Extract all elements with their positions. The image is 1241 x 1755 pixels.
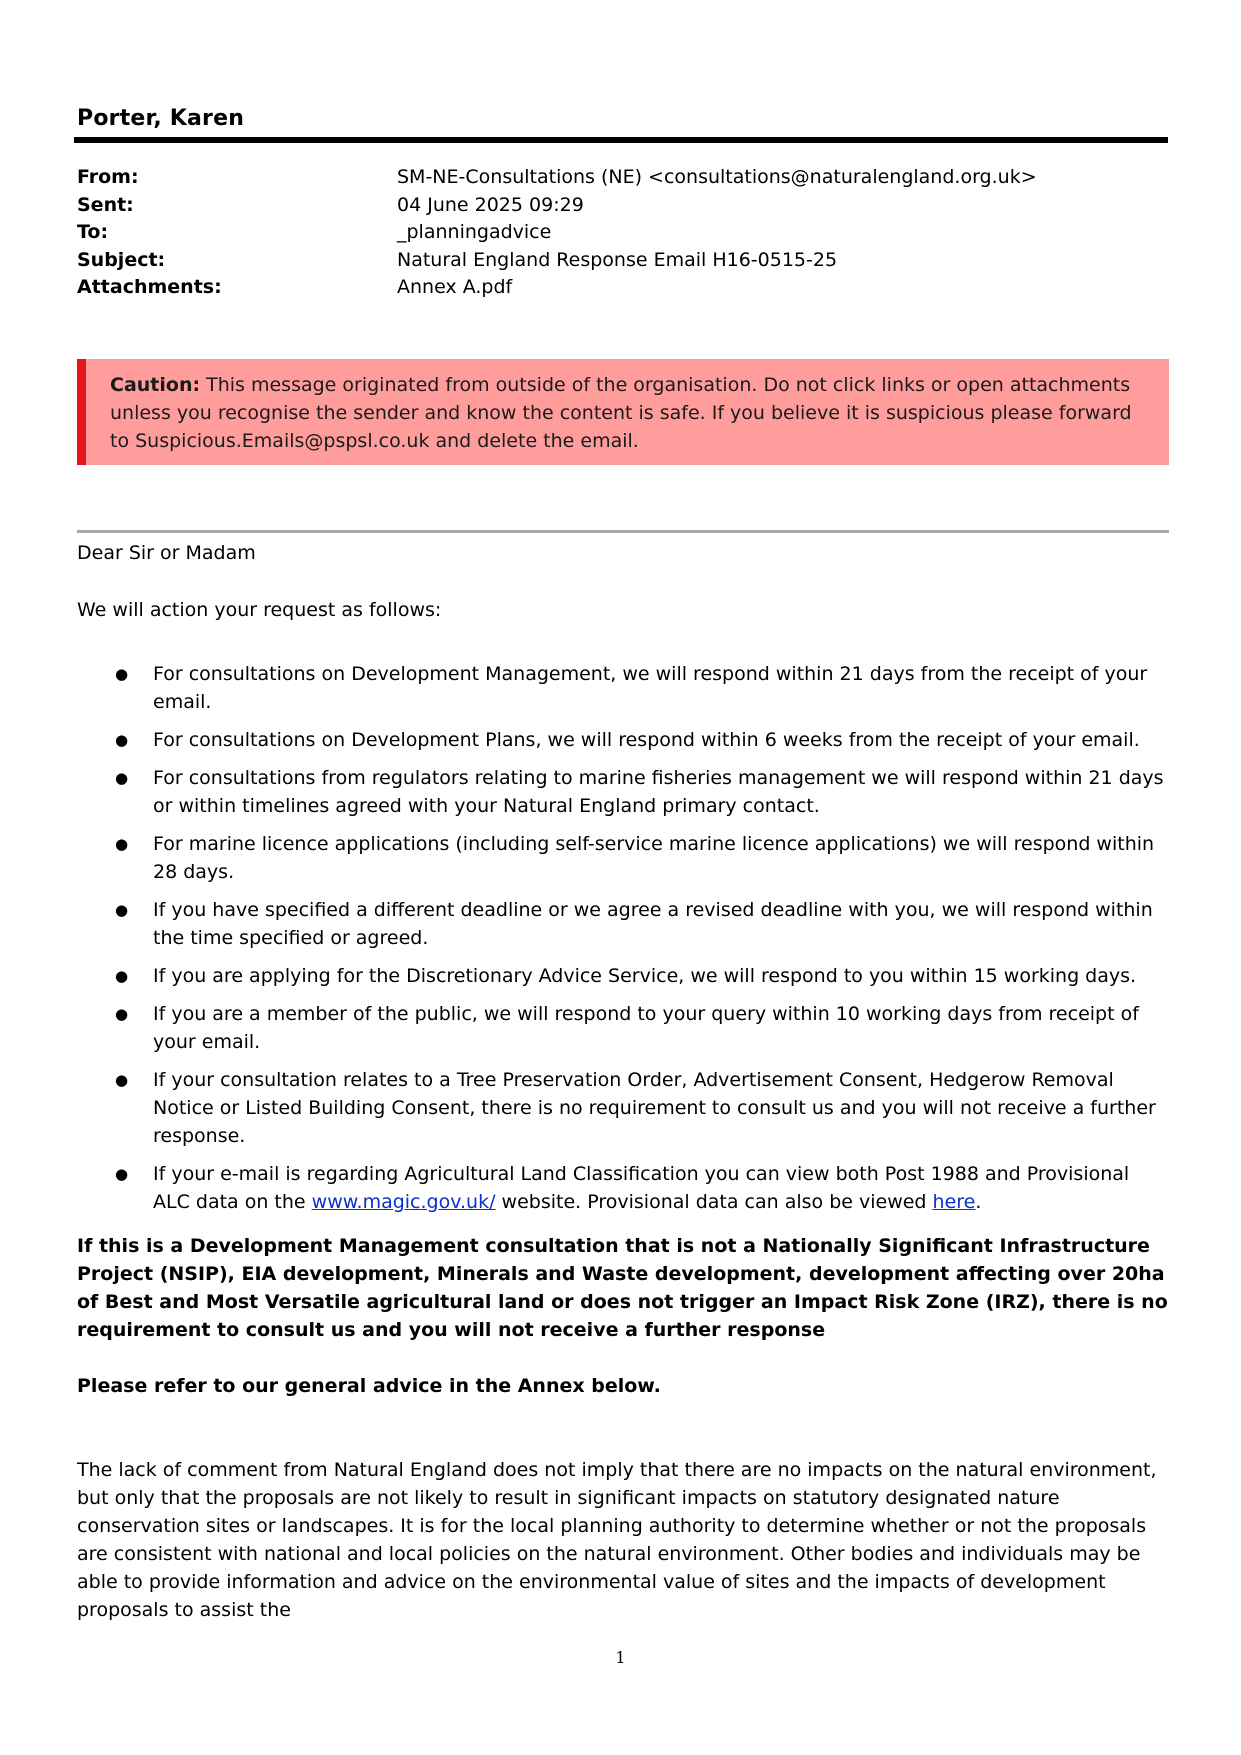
caution-banner — [77, 359, 1169, 465]
bullet-icon: ● — [115, 901, 129, 919]
header-label: Attachments: — [77, 276, 222, 298]
list-item — [77, 726, 1169, 754]
list-item-text: For consultations on Development Plans, we will respond within 6 weeks from the receipt of your email. — [153, 729, 1140, 751]
header-attachments — [77, 274, 1167, 302]
list-item — [77, 1066, 1169, 1150]
bullet-icon: ● — [115, 835, 129, 853]
list-item-text: For consultations from regulators relating to marine fisheries management we will respond within 21 days or within timelines agreed with your Natural England primary contact. — [153, 767, 1164, 817]
list-item-text: For consultations on Development Management, we will respond within 21 days from the receipt of your email. — [153, 663, 1148, 713]
header-value: Natural England Response Email H16-0515-25 — [397, 248, 838, 271]
nsip-notice: If this is a Development Management consultation that is not a Nationally Significant Infrastructure Project (NSIP), EIA development, Minerals and Waste development, development affecting over 20ha of Best and Most Versatile agricultural land or does not trigger an Impact Risk Zone (IRZ), there is no requirement to consult us and you will not receive a further response — [77, 1235, 1168, 1341]
body-divider — [77, 530, 1169, 533]
caution-label: Caution: — [110, 374, 201, 396]
bullet-icon: ● — [115, 665, 129, 683]
header-divider — [74, 137, 1168, 143]
header-label: From: — [77, 166, 139, 188]
attachment-link[interactable]: Annex A.pdf — [397, 276, 513, 298]
caution-text: This message originated from outside of the organisation. Do not click links or open attachments unless you recognise the sender and know the content is safe. If you believe it is suspicious please forward to Suspicious.Emails@pspsl.co.uk and delete the email. — [110, 374, 1132, 452]
sender-name: Porter, Karen — [77, 106, 245, 131]
intro-text: We will action your request as follows: — [77, 599, 442, 621]
response-times-list — [77, 660, 1169, 1226]
header-to — [77, 219, 1167, 247]
header-sent — [77, 192, 1167, 220]
bullet-icon: ● — [115, 1165, 129, 1183]
list-item-text: If you are applying for the Discretionary Advice Service, we will respond to you within 15 working days. — [153, 965, 1137, 987]
list-item — [77, 830, 1169, 886]
email-headers — [77, 164, 1167, 302]
alc-text-middle: website. Provisional data can also be viewed — [495, 1191, 933, 1213]
bullet-icon: ● — [115, 967, 129, 985]
annex-reference: Please refer to our general advice in the Annex below. — [77, 1375, 661, 1397]
list-item — [77, 660, 1169, 716]
header-value: 04 June 2025 09:29 — [397, 193, 584, 216]
list-item-text: For marine licence applications (including self-service marine licence applications) we will respond within 28 days. — [153, 833, 1155, 883]
header-value: _planningadvice — [397, 221, 552, 243]
lack-of-comment-paragraph: The lack of comment from Natural England does not imply that there are no impacts on the natural environment, but only that the proposals are not likely to result in significant impacts on statutory designated nature conservation sites or landscapes. It is for the local planning authority to determine whether or not the proposals are consistent with national and local policies on the natural environment. Other bodies and individuals may be able to provide information and advice on the environmental value of sites and the impacts of development proposals to assist the — [77, 1459, 1157, 1621]
list-item-text: If you are a member of the public, we will respond to your query within 10 working days from receipt of your email. — [153, 1003, 1139, 1053]
bullet-icon: ● — [115, 1005, 129, 1023]
list-item — [77, 1000, 1169, 1056]
magic-website-link[interactable]: www.magic.gov.uk/ — [311, 1191, 496, 1213]
list-item-text: If you have specified a different deadline or we agree a revised deadline with you, we will respond within the time specified or agreed. — [153, 899, 1153, 949]
header-label: Sent: — [77, 193, 134, 216]
list-item — [77, 896, 1169, 952]
bullet-icon: ● — [115, 731, 129, 749]
header-label: Subject: — [77, 248, 166, 271]
header-label: To: — [77, 221, 109, 243]
page-number: 1 — [615, 1648, 626, 1667]
list-item — [77, 962, 1169, 990]
list-item-alc — [77, 1160, 1169, 1216]
list-item — [77, 764, 1169, 820]
header-value: SM-NE-Consultations (NE) <consultations@naturalengland.org.uk> — [397, 166, 1037, 188]
provisional-data-link[interactable]: here — [932, 1191, 976, 1213]
alc-text-before: If your e-mail is regarding Agricultural Land Classification you can view both Post 1988 and Provisional ALC data on the — [153, 1163, 1130, 1213]
list-item-text: If your consultation relates to a Tree Preservation Order, Advertisement Consent, Hedgerow Removal Notice or Listed Building Consent, there is no requirement to consult us and you will not receive a further response. — [153, 1069, 1156, 1147]
bullet-icon: ● — [115, 1071, 129, 1089]
alc-text-after: . — [975, 1191, 982, 1213]
header-from — [77, 164, 1167, 192]
header-subject — [77, 247, 1167, 275]
greeting: Dear Sir or Madam — [77, 542, 256, 564]
bullet-icon: ● — [115, 769, 129, 787]
